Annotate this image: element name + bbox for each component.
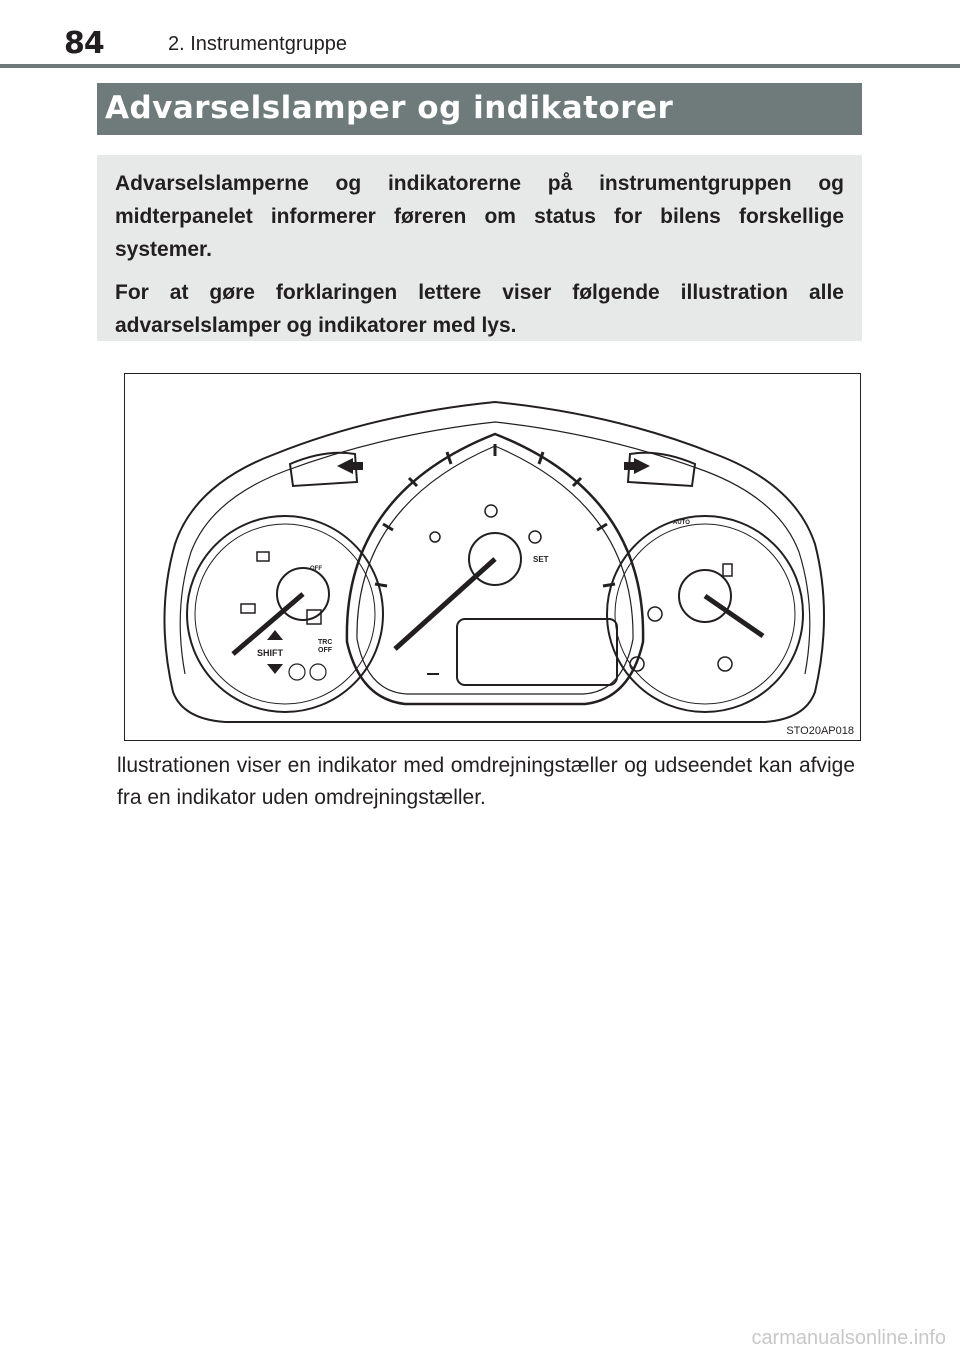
speedometer-rim: [347, 434, 643, 704]
speed-tick: [597, 524, 607, 530]
shift-label: SHIFT: [257, 648, 283, 658]
brake-system-icon: [485, 505, 497, 517]
instrument-cluster-drawing: [125, 374, 860, 740]
intro-paragraph-1: Advarselslamperne og indikatorerne på instrumentgruppen og midterpanelet informerer føreren om status for bilens forskellige systemer.: [115, 172, 844, 261]
tire-pressure-icon: [718, 657, 732, 671]
speed-tick: [539, 452, 543, 464]
trc-label: TRC: [318, 639, 333, 646]
abs-icon: [648, 607, 662, 621]
right-gauge-rim: [607, 516, 803, 712]
airbag-icon: [430, 532, 440, 542]
battery-icon: [241, 604, 255, 613]
intro-box: [97, 155, 862, 341]
figure-caption: llustrationen viser en indikator med omdrejningstæller og udseendet kan afvige fra en indikator uden omdrejningstæller.: [117, 754, 855, 809]
trc-off-label: OFF: [318, 647, 332, 654]
shift-down-icon: [267, 664, 283, 674]
speed-tick: [383, 524, 393, 530]
instrument-cluster-illustration: [124, 373, 861, 741]
speedometer-needle: [395, 559, 495, 649]
vsc-off-label: OFF: [310, 566, 322, 572]
figure-code: STO20AP018: [786, 725, 854, 737]
speed-tick: [375, 584, 387, 586]
speedometer-face: [357, 446, 633, 694]
right-gauge-needle: [705, 596, 763, 636]
section-title: Advarselslamper og indikatorer: [105, 90, 674, 126]
chapter-title: 2. Instrumentgruppe: [168, 33, 347, 55]
indicator-blank-1: [289, 664, 305, 680]
turn-left-icon: [337, 458, 363, 474]
center-display: [457, 619, 617, 685]
watermark: carmanualsonline.info: [751, 1327, 946, 1349]
check-engine-icon: [257, 552, 269, 561]
speed-tick: [603, 584, 615, 586]
set-label: SET: [533, 555, 549, 564]
fuel-icon: [723, 564, 732, 576]
intro-paragraph-2: For at gøre forklaringen lettere viser følgende illustration alle advarselslamper og indikatorer med lys.: [115, 281, 844, 337]
speed-tick: [447, 452, 451, 464]
indicator-blank-2: [310, 664, 326, 680]
page-number: 84: [64, 26, 104, 61]
header-divider: [0, 64, 960, 68]
left-gauge-needle: [233, 594, 303, 654]
auto-label: AUTO: [673, 520, 690, 526]
shift-up-icon: [267, 630, 283, 640]
section-title-bar: [97, 83, 862, 135]
cruise-control-icon: [529, 531, 541, 543]
